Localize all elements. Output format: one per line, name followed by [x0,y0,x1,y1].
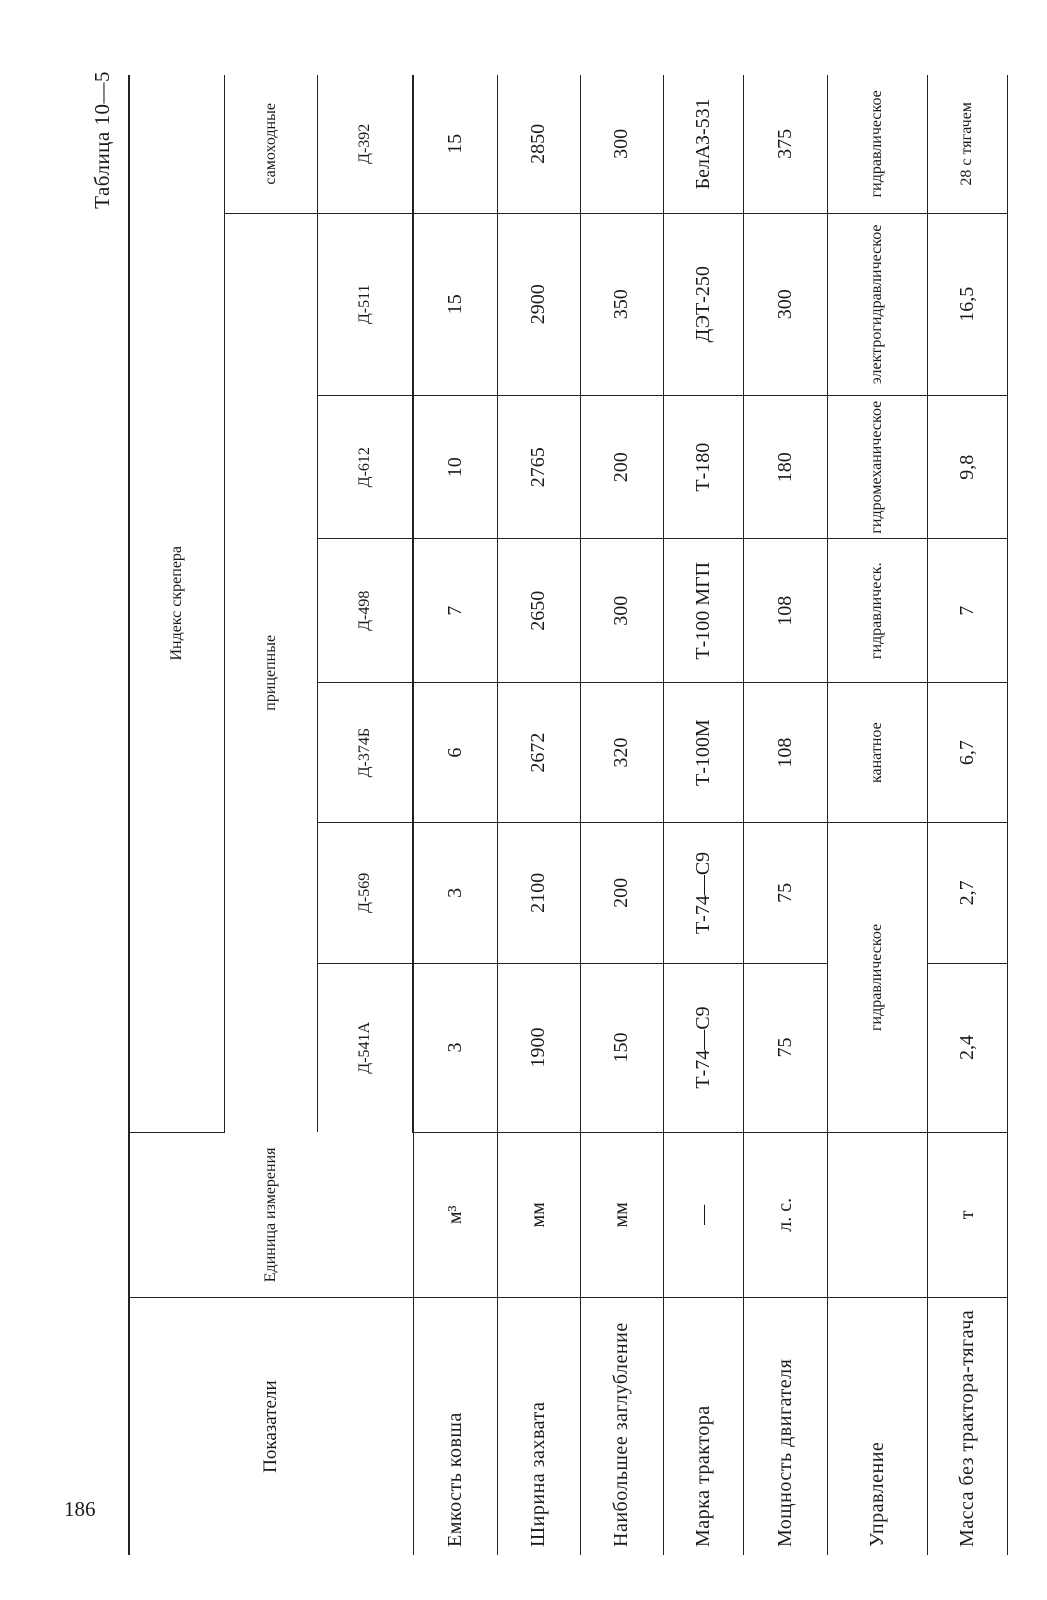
cell-value: 2672 [497,683,580,823]
row-unit: м³ [413,1132,497,1298]
row-unit: л. с. [743,1132,827,1298]
cell-value: 2765 [497,395,580,539]
cell-value: 350 [580,213,663,395]
cell-value: БелАЗ-531 [663,75,743,213]
table-caption: Таблица 10—5 [90,71,114,209]
header-model: Д-612 [318,395,414,539]
cell-value: 7 [413,539,497,683]
scraper-spec-table [128,75,1008,1555]
cell-value: канатное [827,683,927,823]
cell-value: 200 [580,823,663,963]
cell-value: 2850 [497,75,580,213]
table-row [413,75,497,1555]
header-model: Д-374Б [318,683,414,823]
cell-value: 6,7 [927,683,1007,823]
cell-value: 200 [580,395,663,539]
header-model: Д-511 [318,213,414,395]
header-model: Д-392 [318,75,414,213]
table-row [497,75,580,1555]
cell-value: электрогидравлическое [827,213,927,395]
cell-value: 300 [580,75,663,213]
cell-value: 10 [413,395,497,539]
cell-value: 75 [743,823,827,963]
cell-value: 16,5 [927,213,1007,395]
cell-value: 2,4 [927,963,1007,1132]
row-unit: — [663,1132,743,1298]
row-unit: мм [497,1132,580,1298]
cell-value: Т-100 МГП [663,539,743,683]
cell-value: 2650 [497,539,580,683]
cell-value: 180 [743,395,827,539]
cell-value: 28 с тягачем [927,75,1007,213]
header-model: Д-569 [318,823,414,963]
page-number: 186 [64,1497,96,1521]
cell-value: 108 [743,683,827,823]
cell-value: 2900 [497,213,580,395]
cell-value: 375 [743,75,827,213]
header-self-propelled: самоходные [225,75,318,213]
cell-value: 75 [743,963,827,1132]
row-unit: мм [580,1132,663,1298]
cell-value: ДЭТ-250 [663,213,743,395]
cell-value: 3 [413,963,497,1132]
cell-value: Т-180 [663,395,743,539]
cell-value: гидравлическое [827,75,927,213]
cell-value: 6 [413,683,497,823]
cell-value: 3 [413,823,497,963]
cell-value: 7 [927,539,1007,683]
table-row [663,75,743,1555]
header-towed: прицепные [225,213,318,1132]
cell-value: 300 [580,539,663,683]
table-row [743,75,827,1555]
header-unit: Единица измерения [129,1132,413,1298]
cell-value: 1900 [497,963,580,1132]
header-model: Д-541А [318,963,414,1132]
table-row [927,75,1007,1555]
cell-value: Т-74—С9 [663,963,743,1132]
row-label: Наибольшее заглубление [580,1298,663,1555]
row-label: Управление [827,1298,927,1555]
cell-value: Т-100М [663,683,743,823]
row-label: Мощность двигателя [743,1298,827,1555]
cell-value: Т-74—С9 [663,823,743,963]
cell-value: 2,7 [927,823,1007,963]
header-indicator: Показатели [129,1298,413,1555]
table-row [580,75,663,1555]
row-label: Ширина захвата [497,1298,580,1555]
cell-value: 15 [413,213,497,395]
header-index: Индекс скрепера [129,75,225,1132]
cell-value: гидравлическое [827,823,927,1132]
cell-value: 320 [580,683,663,823]
row-label: Масса без трактора-тягача [927,1298,1007,1555]
cell-value: 15 [413,75,497,213]
cell-value: 300 [743,213,827,395]
cell-value: гидравлическ. [827,539,927,683]
cell-value: 2100 [497,823,580,963]
cell-value: 150 [580,963,663,1132]
row-label: Емкость ковша [413,1298,497,1555]
header-model: Д-498 [318,539,414,683]
rotated-table-block [90,55,995,1555]
cell-value: 9,8 [927,395,1007,539]
cell-value: 108 [743,539,827,683]
row-unit: т [927,1132,1007,1298]
table-row [827,75,927,1555]
row-unit [827,1132,927,1298]
row-label: Марка трактора [663,1298,743,1555]
cell-value: гидромеханическое [827,395,927,539]
